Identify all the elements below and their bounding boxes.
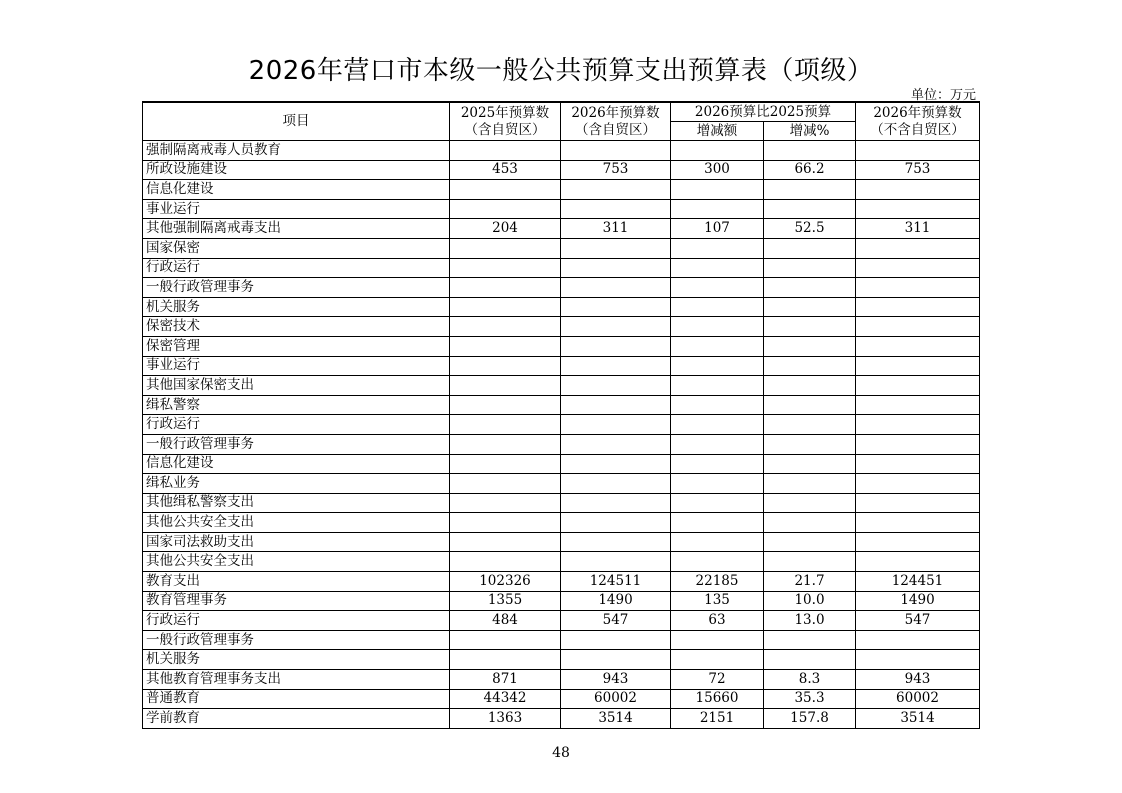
cell-change-pct: 21.7	[764, 572, 856, 592]
row-item-name: 其他公共安全支出	[143, 513, 450, 533]
row-item-name: 事业运行	[143, 199, 450, 219]
cell-budget-2025: 44342	[450, 689, 561, 709]
table-row	[143, 180, 980, 200]
header-2025	[450, 102, 561, 141]
table-row	[143, 336, 980, 356]
cell-budget-2026	[561, 552, 671, 572]
cell-budget-2026	[561, 317, 671, 337]
row-item-name: 保密管理	[143, 336, 450, 356]
cell-change-amount: 22185	[671, 572, 764, 592]
cell-budget-2026: 311	[561, 219, 671, 239]
row-item-name: 其他强制隔离戒毒支出	[143, 219, 450, 239]
cell-budget-2025	[450, 238, 561, 258]
cell-change-amount: 72	[671, 670, 764, 690]
cell-change-amount	[671, 141, 764, 161]
header-item: 项目	[143, 102, 450, 141]
header-2026-excl	[856, 102, 980, 141]
table-row	[143, 376, 980, 396]
cell-change-amount: 63	[671, 611, 764, 631]
cell-budget-2026: 943	[561, 670, 671, 690]
cell-budget-2026	[561, 650, 671, 670]
cell-budget-2026	[561, 532, 671, 552]
cell-budget-2026	[561, 513, 671, 533]
cell-budget-2026-excl	[856, 650, 980, 670]
row-item-name: 行政运行	[143, 415, 450, 435]
cell-budget-2026	[561, 336, 671, 356]
cell-change-pct: 10.0	[764, 591, 856, 611]
row-item-name: 其他教育管理事务支出	[143, 670, 450, 690]
cell-change-amount	[671, 199, 764, 219]
row-item-name: 机关服务	[143, 650, 450, 670]
cell-budget-2026-excl	[856, 141, 980, 161]
cell-budget-2026	[561, 376, 671, 396]
cell-budget-2026	[561, 141, 671, 161]
cell-budget-2026	[561, 395, 671, 415]
cell-change-amount: 15660	[671, 689, 764, 709]
cell-budget-2026-excl	[856, 297, 980, 317]
header-compare-group: 2026预算比2025预算	[671, 102, 856, 122]
cell-budget-2026-excl	[856, 317, 980, 337]
cell-change-pct	[764, 434, 856, 454]
table-row	[143, 709, 980, 729]
cell-budget-2026-excl	[856, 238, 980, 258]
cell-change-amount	[671, 493, 764, 513]
cell-change-pct: 35.3	[764, 689, 856, 709]
cell-change-pct	[764, 532, 856, 552]
cell-change-pct	[764, 180, 856, 200]
cell-budget-2026-excl	[856, 513, 980, 533]
cell-budget-2026-excl	[856, 376, 980, 396]
cell-budget-2025	[450, 474, 561, 494]
cell-change-amount	[671, 258, 764, 278]
cell-budget-2026	[561, 474, 671, 494]
cell-budget-2026-excl	[856, 278, 980, 298]
cell-budget-2026	[561, 415, 671, 435]
cell-change-pct	[764, 493, 856, 513]
table-row	[143, 395, 980, 415]
page-number: 48	[552, 745, 570, 761]
cell-budget-2025	[450, 630, 561, 650]
cell-budget-2026-excl	[856, 415, 980, 435]
cell-change-amount	[671, 336, 764, 356]
cell-change-pct	[764, 454, 856, 474]
cell-budget-2025: 1355	[450, 591, 561, 611]
cell-change-amount	[671, 630, 764, 650]
table-row	[143, 650, 980, 670]
row-item-name: 所政设施建设	[143, 160, 450, 180]
cell-change-amount	[671, 376, 764, 396]
header-2026-excl-line1: 2026年预算数	[873, 104, 962, 121]
cell-change-pct	[764, 356, 856, 376]
cell-change-amount: 107	[671, 219, 764, 239]
row-item-name: 普通教育	[143, 689, 450, 709]
cell-budget-2026	[561, 258, 671, 278]
cell-budget-2025	[450, 317, 561, 337]
cell-change-pct	[764, 258, 856, 278]
cell-change-pct	[764, 376, 856, 396]
cell-change-pct	[764, 317, 856, 337]
cell-budget-2026-excl: 1490	[856, 591, 980, 611]
cell-change-amount	[671, 356, 764, 376]
cell-change-amount	[671, 532, 764, 552]
row-item-name: 一般行政管理事务	[143, 434, 450, 454]
row-item-name: 教育支出	[143, 572, 450, 592]
row-item-name: 强制隔离戒毒人员教育	[143, 141, 450, 161]
cell-budget-2025: 102326	[450, 572, 561, 592]
cell-change-pct: 52.5	[764, 219, 856, 239]
cell-change-amount: 2151	[671, 709, 764, 729]
cell-budget-2025	[450, 434, 561, 454]
row-item-name: 其他国家保密支出	[143, 376, 450, 396]
row-item-name: 行政运行	[143, 611, 450, 631]
cell-change-pct: 66.2	[764, 160, 856, 180]
cell-budget-2025	[450, 552, 561, 572]
table-row	[143, 238, 980, 258]
cell-budget-2025	[450, 395, 561, 415]
cell-budget-2025	[450, 141, 561, 161]
row-item-name: 行政运行	[143, 258, 450, 278]
header-change-amount: 增减额	[671, 122, 764, 141]
row-item-name: 一般行政管理事务	[143, 630, 450, 650]
cell-budget-2026-excl	[856, 474, 980, 494]
table-row	[143, 141, 980, 161]
page-title: 2026年营口市本级一般公共预算支出预算表（项级）	[248, 56, 874, 86]
cell-budget-2026-excl: 547	[856, 611, 980, 631]
cell-budget-2025	[450, 258, 561, 278]
cell-budget-2026-excl	[856, 180, 980, 200]
table-row	[143, 689, 980, 709]
cell-change-amount	[671, 238, 764, 258]
cell-budget-2026	[561, 199, 671, 219]
cell-change-amount	[671, 317, 764, 337]
cell-budget-2026-excl	[856, 336, 980, 356]
cell-budget-2026-excl: 943	[856, 670, 980, 690]
cell-change-pct	[764, 474, 856, 494]
cell-budget-2025	[450, 278, 561, 298]
header-2025-line2: （含自贸区）	[464, 121, 546, 138]
cell-budget-2026-excl: 60002	[856, 689, 980, 709]
cell-budget-2026-excl	[856, 356, 980, 376]
cell-budget-2026: 3514	[561, 709, 671, 729]
cell-budget-2025: 484	[450, 611, 561, 631]
cell-budget-2025	[450, 415, 561, 435]
cell-budget-2026-excl	[856, 395, 980, 415]
table-row	[143, 611, 980, 631]
cell-change-amount	[671, 434, 764, 454]
cell-change-pct	[764, 650, 856, 670]
table-row	[143, 552, 980, 572]
cell-budget-2026	[561, 278, 671, 298]
table-row	[143, 532, 980, 552]
cell-change-pct	[764, 415, 856, 435]
cell-budget-2025	[450, 650, 561, 670]
cell-budget-2026	[561, 630, 671, 650]
row-item-name: 其他缉私警察支出	[143, 493, 450, 513]
cell-budget-2026-excl	[856, 199, 980, 219]
cell-budget-2026: 547	[561, 611, 671, 631]
cell-change-amount	[671, 474, 764, 494]
table-row	[143, 317, 980, 337]
table-row	[143, 160, 980, 180]
cell-budget-2026: 753	[561, 160, 671, 180]
row-item-name: 学前教育	[143, 709, 450, 729]
row-item-name: 事业运行	[143, 356, 450, 376]
cell-change-pct	[764, 513, 856, 533]
cell-budget-2025	[450, 532, 561, 552]
row-item-name: 保密技术	[143, 317, 450, 337]
cell-change-amount: 135	[671, 591, 764, 611]
table-row	[143, 415, 980, 435]
cell-budget-2026-excl	[856, 630, 980, 650]
cell-change-amount	[671, 552, 764, 572]
row-item-name: 信息化建设	[143, 180, 450, 200]
cell-budget-2025	[450, 297, 561, 317]
cell-budget-2026	[561, 297, 671, 317]
cell-budget-2026	[561, 180, 671, 200]
cell-budget-2025: 453	[450, 160, 561, 180]
table-row	[143, 474, 980, 494]
cell-change-pct	[764, 199, 856, 219]
header-2026-line2: （含自贸区）	[575, 121, 656, 138]
header-change-pct: 增减%	[764, 122, 856, 141]
cell-budget-2025: 204	[450, 219, 561, 239]
table-row	[143, 513, 980, 533]
cell-change-pct	[764, 552, 856, 572]
budget-table	[142, 101, 980, 729]
cell-change-pct: 157.8	[764, 709, 856, 729]
cell-budget-2026	[561, 454, 671, 474]
cell-budget-2026	[561, 493, 671, 513]
cell-budget-2025	[450, 376, 561, 396]
cell-budget-2026-excl	[856, 532, 980, 552]
cell-budget-2026-excl	[856, 552, 980, 572]
cell-budget-2026-excl	[856, 454, 980, 474]
header-2026	[561, 102, 671, 141]
header-2026-line1: 2026年预算数	[571, 104, 660, 121]
unit-label: 单位：万元	[910, 88, 976, 103]
cell-budget-2026: 60002	[561, 689, 671, 709]
cell-change-pct	[764, 630, 856, 650]
table-row	[143, 630, 980, 650]
cell-change-amount	[671, 180, 764, 200]
cell-budget-2025	[450, 493, 561, 513]
table-row	[143, 434, 980, 454]
row-item-name: 信息化建设	[143, 454, 450, 474]
row-item-name: 国家保密	[143, 238, 450, 258]
cell-budget-2025	[450, 199, 561, 219]
cell-change-pct	[764, 297, 856, 317]
cell-change-amount	[671, 650, 764, 670]
cell-change-pct	[764, 336, 856, 356]
table-row	[143, 258, 980, 278]
row-item-name: 教育管理事务	[143, 591, 450, 611]
cell-change-amount	[671, 415, 764, 435]
cell-budget-2026-excl: 311	[856, 219, 980, 239]
table-row	[143, 356, 980, 376]
table-row	[143, 199, 980, 219]
table-row	[143, 297, 980, 317]
table-body	[143, 141, 980, 729]
row-item-name: 一般行政管理事务	[143, 278, 450, 298]
header-2025-line1: 2025年预算数	[460, 104, 550, 121]
table-row	[143, 493, 980, 513]
cell-budget-2026	[561, 434, 671, 454]
table-row	[143, 572, 980, 592]
row-item-name: 缉私警察	[143, 395, 450, 415]
cell-change-amount: 300	[671, 160, 764, 180]
cell-budget-2026-excl: 3514	[856, 709, 980, 729]
row-item-name: 国家司法救助支出	[143, 532, 450, 552]
cell-budget-2026: 1490	[561, 591, 671, 611]
cell-budget-2026-excl	[856, 434, 980, 454]
row-item-name: 缉私业务	[143, 474, 450, 494]
cell-budget-2026: 124511	[561, 572, 671, 592]
row-item-name: 机关服务	[143, 297, 450, 317]
cell-budget-2025: 871	[450, 670, 561, 690]
table-header	[143, 102, 980, 141]
table-row	[143, 278, 980, 298]
cell-change-amount	[671, 395, 764, 415]
cell-budget-2026-excl: 753	[856, 160, 980, 180]
cell-budget-2025	[450, 356, 561, 376]
cell-change-amount	[671, 278, 764, 298]
cell-budget-2026-excl	[856, 258, 980, 278]
cell-change-pct	[764, 238, 856, 258]
cell-budget-2026-excl: 124451	[856, 572, 980, 592]
cell-change-amount	[671, 297, 764, 317]
table-row	[143, 454, 980, 474]
table-row	[143, 591, 980, 611]
cell-budget-2026	[561, 238, 671, 258]
cell-budget-2025: 1363	[450, 709, 561, 729]
table-row	[143, 670, 980, 690]
cell-budget-2025	[450, 454, 561, 474]
cell-budget-2026	[561, 356, 671, 376]
cell-change-pct	[764, 395, 856, 415]
cell-change-amount	[671, 454, 764, 474]
cell-change-amount	[671, 513, 764, 533]
row-item-name: 其他公共安全支出	[143, 552, 450, 572]
cell-change-pct: 13.0	[764, 611, 856, 631]
cell-budget-2025	[450, 180, 561, 200]
cell-budget-2025	[450, 336, 561, 356]
cell-budget-2026-excl	[856, 493, 980, 513]
cell-change-pct	[764, 141, 856, 161]
table-row	[143, 219, 980, 239]
cell-budget-2025	[450, 513, 561, 533]
cell-change-pct: 8.3	[764, 670, 856, 690]
header-2026-excl-line2: （不含自贸区）	[870, 121, 965, 138]
cell-change-pct	[764, 278, 856, 298]
